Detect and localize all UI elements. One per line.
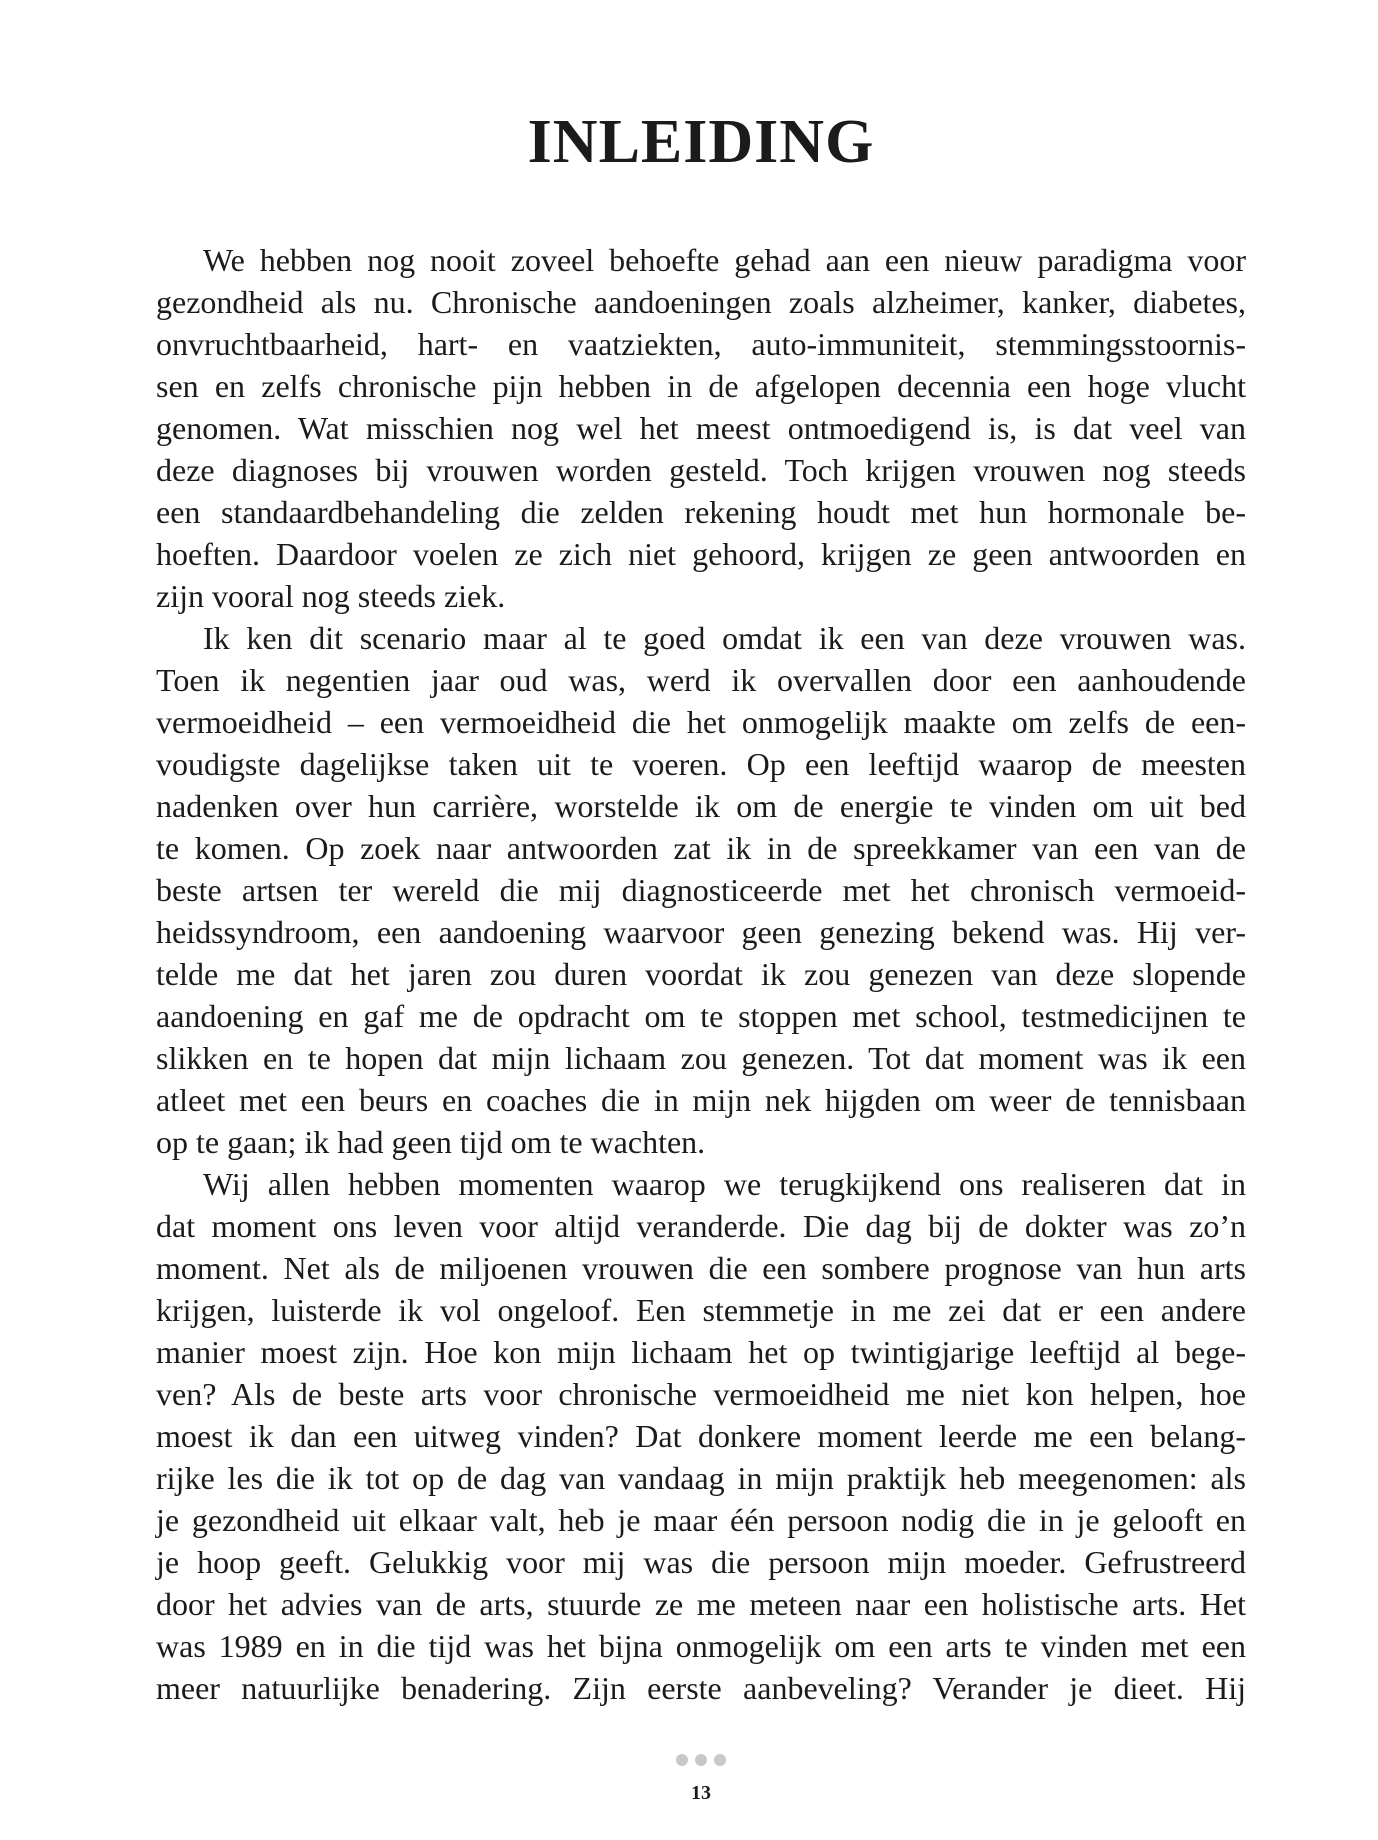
chapter-title: INLEIDING: [527, 108, 875, 176]
text-line: Ik ken dit scenario maar al te goed omdat ik een van deze vrouwen was.: [203, 620, 1246, 656]
text-line: onvruchtbaarheid, hart- en vaatziekten, auto-immuniteit, stemmingsstoornis-: [156, 326, 1246, 362]
text-line: vermoeidheid – een vermoeidheid die het onmogelijk maakte om zelfs de een-: [156, 704, 1246, 740]
body-text: [156, 239, 1246, 1709]
text-line: aandoening en gaf me de opdracht om te stoppen met school, testmedicijnen te: [156, 998, 1246, 1034]
text-line: manier moest zijn. Hoe kon mijn lichaam het op twintigjarige leeftijd al bege-: [156, 1334, 1246, 1370]
text-line: moment. Net als de miljoenen vrouwen die een sombere prognose van hun arts: [156, 1250, 1246, 1286]
text-line: slikken en te hopen dat mijn lichaam zou genezen. Tot dat moment was ik een: [156, 1040, 1246, 1076]
text-line: moest ik dan een uitweg vinden? Dat donkere moment leerde me een belang-: [156, 1418, 1246, 1454]
text-line: dat moment ons leven voor altijd veranderde. Die dag bij de dokter was zo’n: [156, 1208, 1246, 1244]
text-line: meer natuurlijke benadering. Zijn eerste aanbeveling? Verander je dieet. Hij: [156, 1670, 1246, 1706]
text-line: beste artsen ter wereld die mij diagnosticeerde met het chronisch vermoeid-: [156, 872, 1246, 908]
paragraph: [156, 1163, 1246, 1709]
text-line: krijgen, luisterde ik vol ongeloof. Een stemmetje in me zei dat er een andere: [156, 1292, 1246, 1328]
text-line: je hoop geeft. Gelukkig voor mij was die persoon mijn moeder. Gefrustreerd: [156, 1544, 1246, 1580]
text-line: Toen ik negentien jaar oud was, werd ik overvallen door een aanhoudende: [156, 662, 1246, 698]
text-line: op te gaan; ik had geen tijd om te wachten.: [156, 1124, 706, 1160]
text-line: sen en zelfs chronische pijn hebben in de afgelopen decennia een hoge vlucht: [156, 368, 1246, 404]
text-line: rijke les die ik tot op de dag van vandaag in mijn praktijk heb meegenomen: als: [156, 1460, 1246, 1496]
text-line: was 1989 en in die tijd was het bijna onmogelijk om een arts te vinden met een: [156, 1628, 1246, 1664]
ornament-dot-icon: [714, 1754, 726, 1766]
text-line: door het advies van de arts, stuurde ze me meteen naar een holistische arts. Het: [156, 1586, 1246, 1622]
text-line: gezondheid als nu. Chronische aandoeningen zoals alzheimer, kanker, diabetes,: [156, 284, 1246, 320]
text-line: voudigste dagelijkse taken uit te voeren. Op een leeftijd waarop de meesten: [156, 746, 1246, 782]
page-ornament-dots: [156, 1754, 1246, 1766]
text-line: atleet met een beurs en coaches die in mijn nek hijgden om weer de tennisbaan: [156, 1082, 1246, 1118]
paragraph: [156, 617, 1246, 1163]
text-line: een standaardbehandeling die zelden rekening houdt met hun hormonale be-: [156, 494, 1246, 530]
text-line: te komen. Op zoek naar antwoorden zat ik in de spreekkamer van een van de: [156, 830, 1246, 866]
text-line: genomen. Wat misschien nog wel het meest ontmoedigend is, is dat veel van: [156, 410, 1246, 446]
text-line: zijn vooral nog steeds ziek.: [156, 578, 506, 614]
page-number: 13: [691, 1782, 711, 1804]
text-line: hoeften. Daardoor voelen ze zich niet gehoord, krijgen ze geen antwoorden en: [156, 536, 1246, 572]
text-line: nadenken over hun carrière, worstelde ik om de energie te vinden om uit bed: [156, 788, 1246, 824]
text-line: We hebben nog nooit zoveel behoefte gehad aan een nieuw paradigma voor: [203, 242, 1246, 278]
text-line: Wij allen hebben momenten waarop we terugkijkend ons realiseren dat in: [203, 1166, 1246, 1202]
text-line: je gezondheid uit elkaar valt, heb je maar één persoon nodig die in je gelooft en: [156, 1502, 1246, 1538]
paragraph: [156, 239, 1246, 617]
ornament-dot-icon: [695, 1754, 707, 1766]
ornament-dot-icon: [676, 1754, 688, 1766]
text-line: ven? Als de beste arts voor chronische vermoeidheid me niet kon helpen, hoe: [156, 1376, 1246, 1412]
text-line: telde me dat het jaren zou duren voordat ik zou genezen van deze slopende: [156, 956, 1246, 992]
text-line: deze diagnoses bij vrouwen worden gesteld. Toch krijgen vrouwen nog steeds: [156, 452, 1246, 488]
text-line: heidssyndroom, een aandoening waarvoor geen genezing bekend was. Hij ver-: [156, 914, 1246, 950]
